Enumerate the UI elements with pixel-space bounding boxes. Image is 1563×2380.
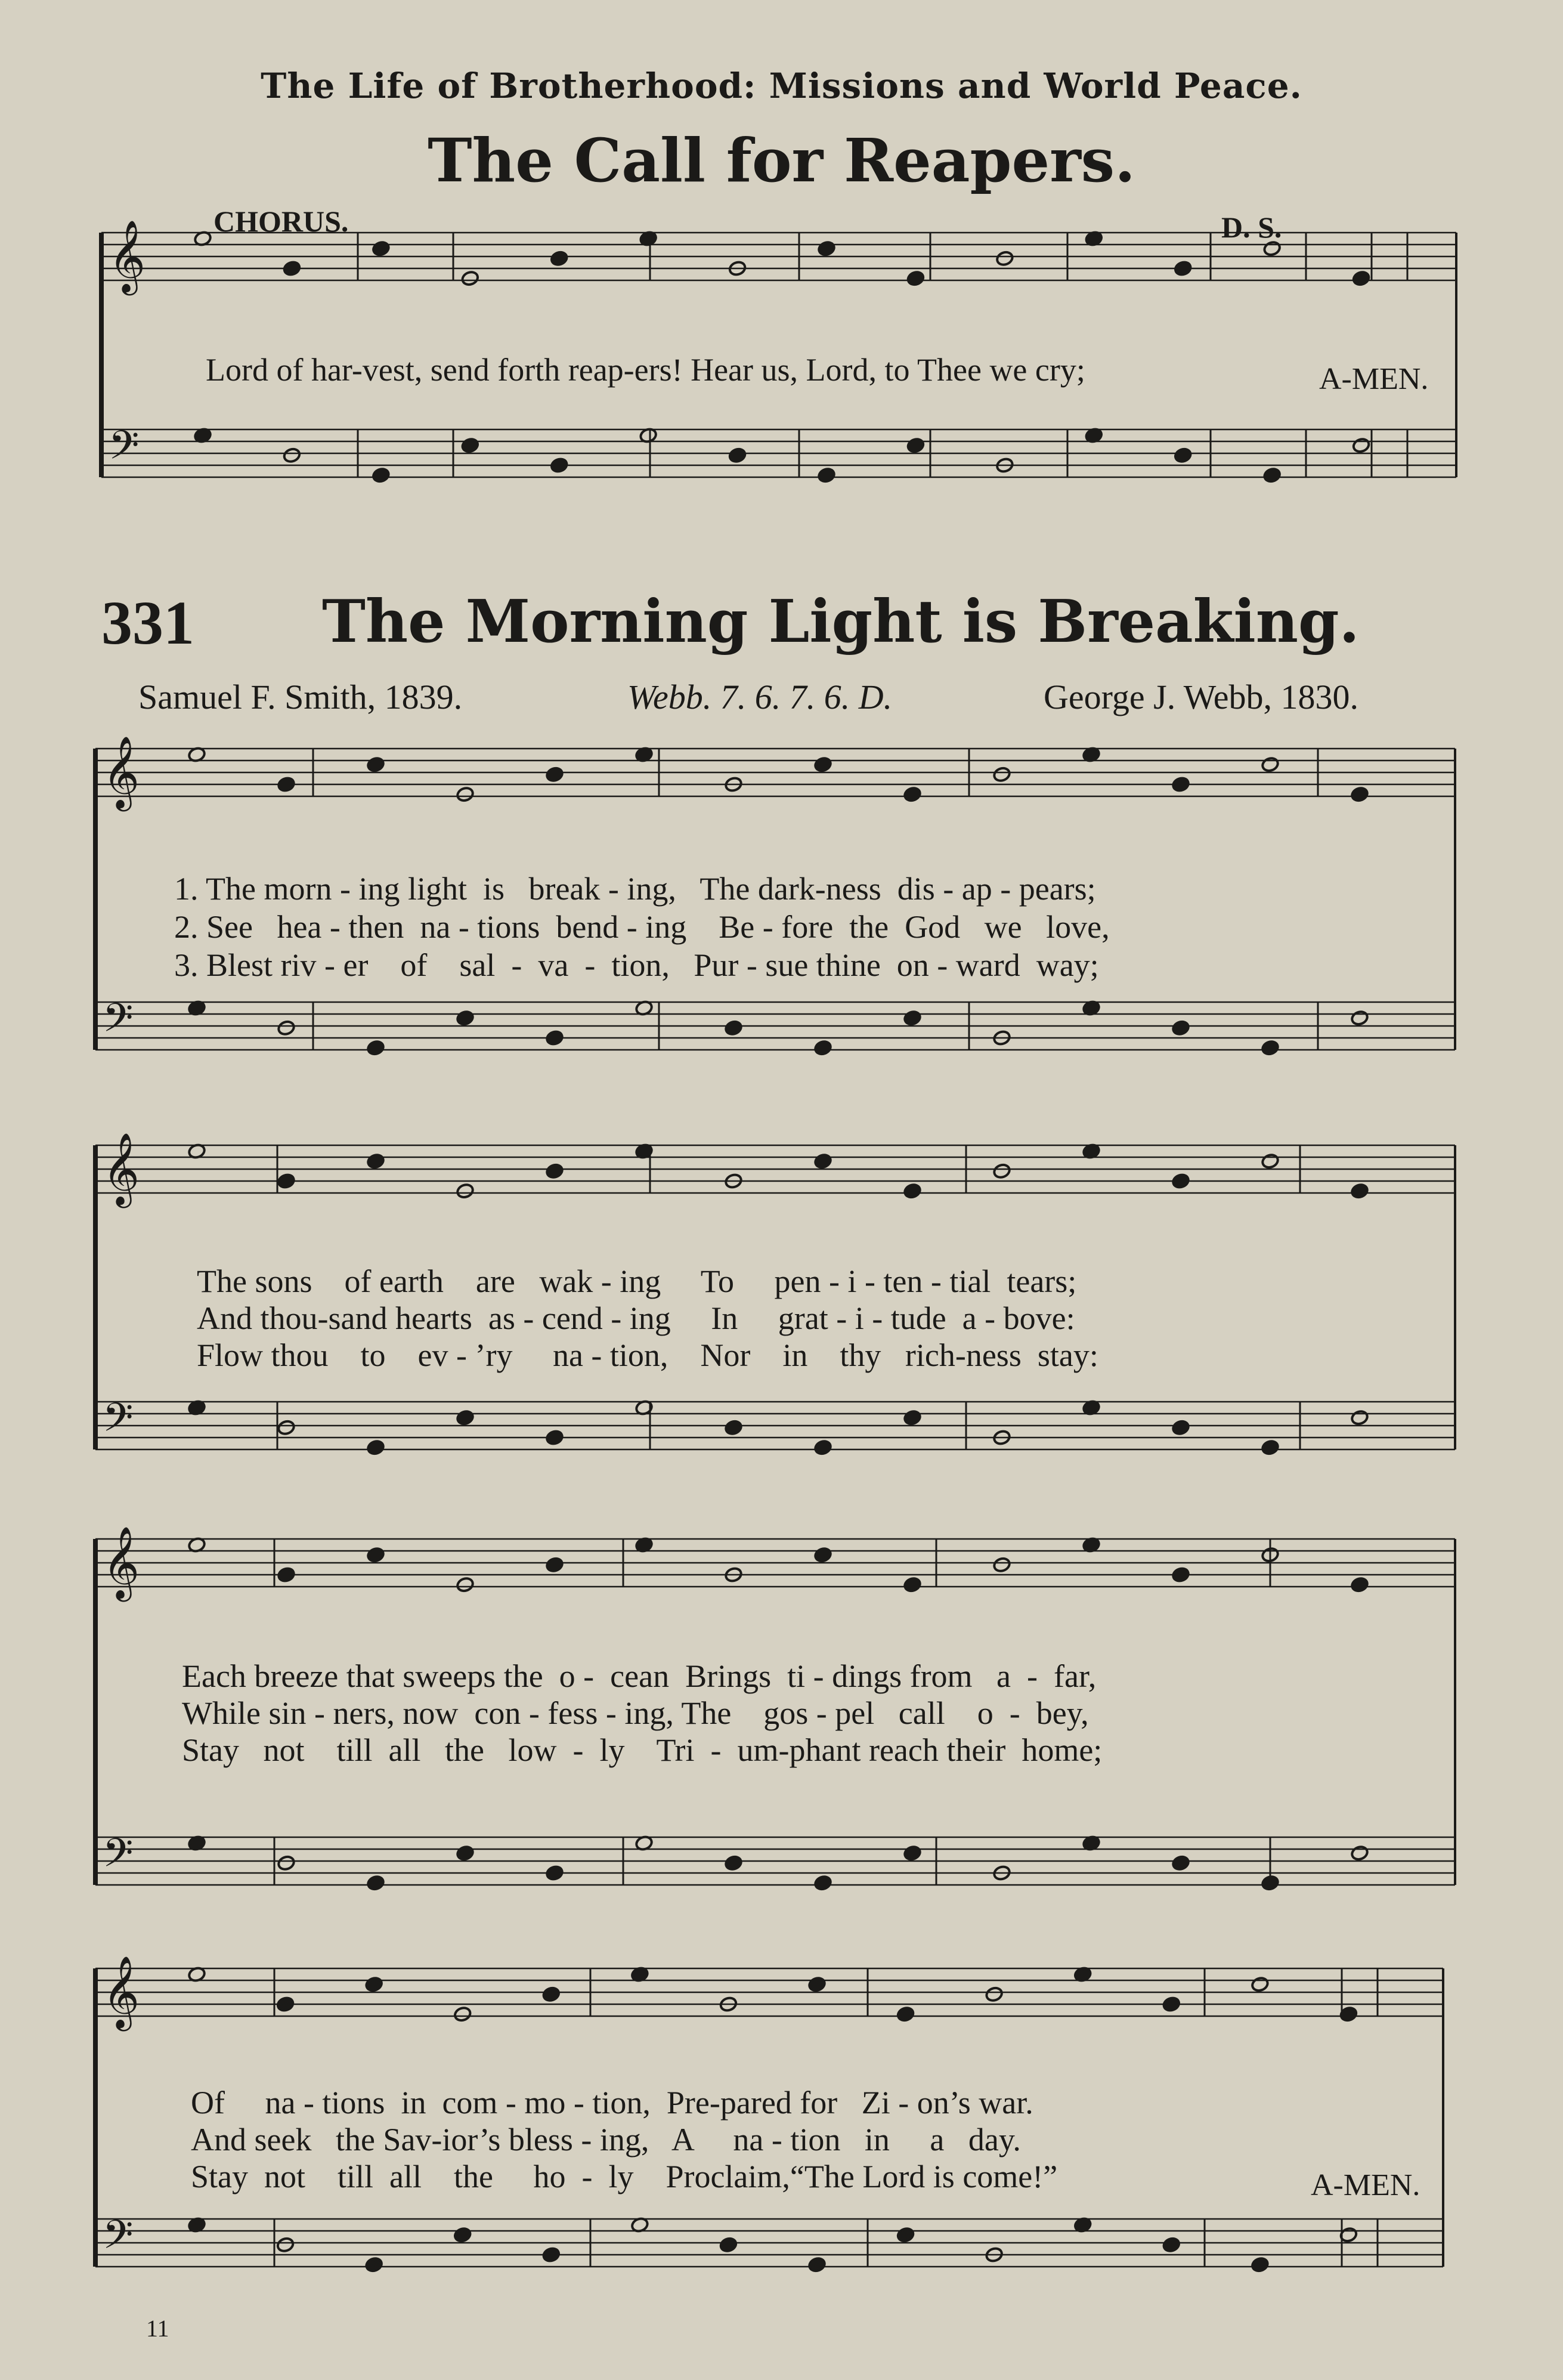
s4-amen: A-MEN. [1311, 2168, 1420, 2202]
s2-verse3: Flow thou to ev - ’ry na - tion, Nor in thy rich-ness stay: [197, 1337, 1098, 1373]
note-head [903, 1010, 921, 1027]
note-head [277, 776, 295, 793]
page-number: 11 [146, 2315, 169, 2342]
note-head [366, 1439, 385, 1456]
note-head [542, 2246, 561, 2263]
note-head [1261, 1040, 1279, 1056]
note-head [903, 786, 921, 803]
note-head [1251, 2257, 1269, 2273]
s3-verse2: While sin - ners, now con - fess - ing, The gos - pel call o - bey, [182, 1695, 1089, 1731]
note-head [1261, 756, 1279, 773]
clef-glyph: 𝄞 [109, 220, 146, 292]
note-head [995, 250, 1014, 267]
note-head [1171, 1566, 1190, 1583]
note-head [366, 1875, 385, 1891]
note-head [545, 1865, 564, 1881]
note-head [550, 457, 568, 474]
note-head [724, 1019, 742, 1036]
reapers-amen: A-MEN. [1319, 362, 1429, 396]
reapers-lyric: Lord of har-vest, send forth reap-ers! Hear us, Lord, to Thee we cry; [206, 352, 1085, 388]
note-head [992, 766, 1011, 783]
hymn-tune: Webb. 7. 6. 7. 6. D. [627, 678, 893, 716]
note-head [1263, 467, 1282, 484]
note-head [277, 1566, 295, 1583]
note-head [545, 1030, 564, 1046]
note-head [1261, 1875, 1279, 1891]
note-head [372, 240, 390, 257]
note-head [728, 447, 747, 463]
note-head [903, 1410, 921, 1426]
note-head [453, 2006, 472, 2023]
note-head [456, 1845, 474, 1862]
note-head [1350, 1183, 1369, 1200]
clef-glyph: 𝄢 [103, 995, 134, 1050]
note-head [283, 260, 301, 277]
note-head [724, 1854, 742, 1871]
note-head [1352, 270, 1370, 287]
note-head [542, 1986, 561, 2002]
note-head [366, 756, 385, 773]
note-head [456, 1577, 474, 1593]
note-head [903, 1183, 921, 1200]
clef-glyph: 𝄢 [103, 1395, 134, 1450]
hymn-title: The Morning Light is Breaking. [322, 588, 1360, 656]
note-head [1261, 1439, 1279, 1456]
note-head [277, 1854, 295, 1871]
note-head [813, 1439, 832, 1456]
note-head [1350, 786, 1369, 803]
s3-verse3: Stay not till all the low - ly Tri - um-phant reach their home; [182, 1732, 1103, 1768]
note-head [461, 437, 479, 454]
note-head [1350, 1577, 1369, 1593]
clef-glyph: 𝄢 [109, 422, 140, 478]
note-head [276, 1996, 295, 2013]
clef-glyph: 𝄞 [103, 1526, 140, 1599]
s3-verse1: Each breeze that sweeps the o - cean Brings ti - dings from a - far, [182, 1658, 1097, 1694]
hymn-composer: George J. Webb, 1830. [1044, 678, 1359, 716]
note-head [372, 467, 390, 484]
note-head [456, 1010, 474, 1027]
reapers-title: The Call for Reapers. [428, 125, 1135, 196]
s4-verse3: Stay not till all the ho - ly Proclaim,“The Lord is come!” [191, 2159, 1058, 2194]
s1-verse1: 1. The morn - ing light is break - ing, The dark-ness dis - ap - pears; [174, 871, 1096, 907]
s1-verse2: 2. See hea - then na - tions bend - ing Be - fore the God we love, [174, 909, 1110, 945]
note-head [276, 2236, 295, 2253]
note-head [1174, 260, 1192, 277]
note-head [283, 447, 301, 463]
note-head [1171, 1419, 1190, 1436]
note-head [366, 1153, 385, 1170]
note-head [813, 1875, 832, 1891]
note-head [277, 1173, 295, 1189]
s2-verse2: And thou-sand hearts as - cend - ing In grat - i - tude a - bove: [197, 1300, 1075, 1336]
note-head [545, 1429, 564, 1446]
note-head [724, 1419, 742, 1436]
note-head [1174, 447, 1192, 463]
clef-glyph: 𝄢 [103, 2212, 134, 2267]
note-head [456, 786, 474, 803]
note-head [1261, 1153, 1279, 1170]
note-head [366, 1040, 385, 1056]
note-head [545, 766, 564, 783]
note-head [1162, 1996, 1181, 2013]
note-head [719, 2236, 738, 2253]
note-head [1171, 776, 1190, 793]
note-head [366, 1547, 385, 1563]
note-head [807, 1976, 826, 1993]
note-head [1171, 1173, 1190, 1189]
note-head [813, 756, 832, 773]
note-head [1350, 1010, 1369, 1027]
note-head [461, 270, 479, 287]
note-head [896, 2006, 915, 2023]
note-head [992, 1163, 1011, 1179]
hymn-number: 331 [101, 589, 194, 657]
note-head [817, 240, 835, 257]
note-head [456, 1183, 474, 1200]
s2-verse1: The sons of earth are wak - ing To pen - i - ten - tial tears; [197, 1263, 1077, 1299]
note-head [1171, 1854, 1190, 1871]
note-head [1162, 2236, 1181, 2253]
note-head [807, 2257, 826, 2273]
s1-verse3: 3. Blest riv - er of sal - va - tion, Pur - sue thine on - ward way; [174, 947, 1099, 983]
note-head [903, 1845, 921, 1862]
clef-glyph: 𝄢 [103, 1830, 134, 1886]
note-head [1350, 1410, 1369, 1426]
clef-glyph: 𝄞 [103, 735, 140, 808]
clef-glyph: 𝄞 [103, 1132, 140, 1205]
note-head [453, 2227, 472, 2243]
note-head [817, 467, 835, 484]
note-head [906, 437, 925, 454]
hymn-author: Samuel F. Smith, 1839. [138, 678, 463, 716]
ds-label: D. S. [1221, 211, 1282, 244]
note-head [456, 1410, 474, 1426]
note-head [985, 1986, 1004, 2002]
note-head [545, 1556, 564, 1573]
note-head [813, 1153, 832, 1170]
s4-verse1: Of na - tions in com - mo - tion, Pre-pared for Zi - on’s war. [191, 2085, 1033, 2121]
s4-verse2: And seek the Sav-ior’s bless - ing, A na - tion in a day. [191, 2122, 1021, 2158]
note-head [906, 270, 925, 287]
note-head [1350, 1845, 1369, 1862]
note-head [813, 1547, 832, 1563]
note-head [365, 1976, 383, 1993]
section-header: The Life of Brotherhood: Missions and World Peace. [261, 66, 1302, 106]
chorus-label: CHORUS. [213, 205, 349, 238]
clef-glyph: 𝄞 [103, 1955, 140, 2028]
note-head [1352, 437, 1370, 454]
note-head [813, 1040, 832, 1056]
note-head [277, 1019, 295, 1036]
note-head [277, 1419, 295, 1436]
note-head [903, 1577, 921, 1593]
note-head [992, 1556, 1011, 1573]
note-head [1251, 1976, 1269, 1993]
note-head [1171, 1019, 1190, 1036]
note-head [550, 250, 568, 267]
note-head [545, 1163, 564, 1179]
note-head [365, 2257, 383, 2273]
note-head [896, 2227, 915, 2243]
